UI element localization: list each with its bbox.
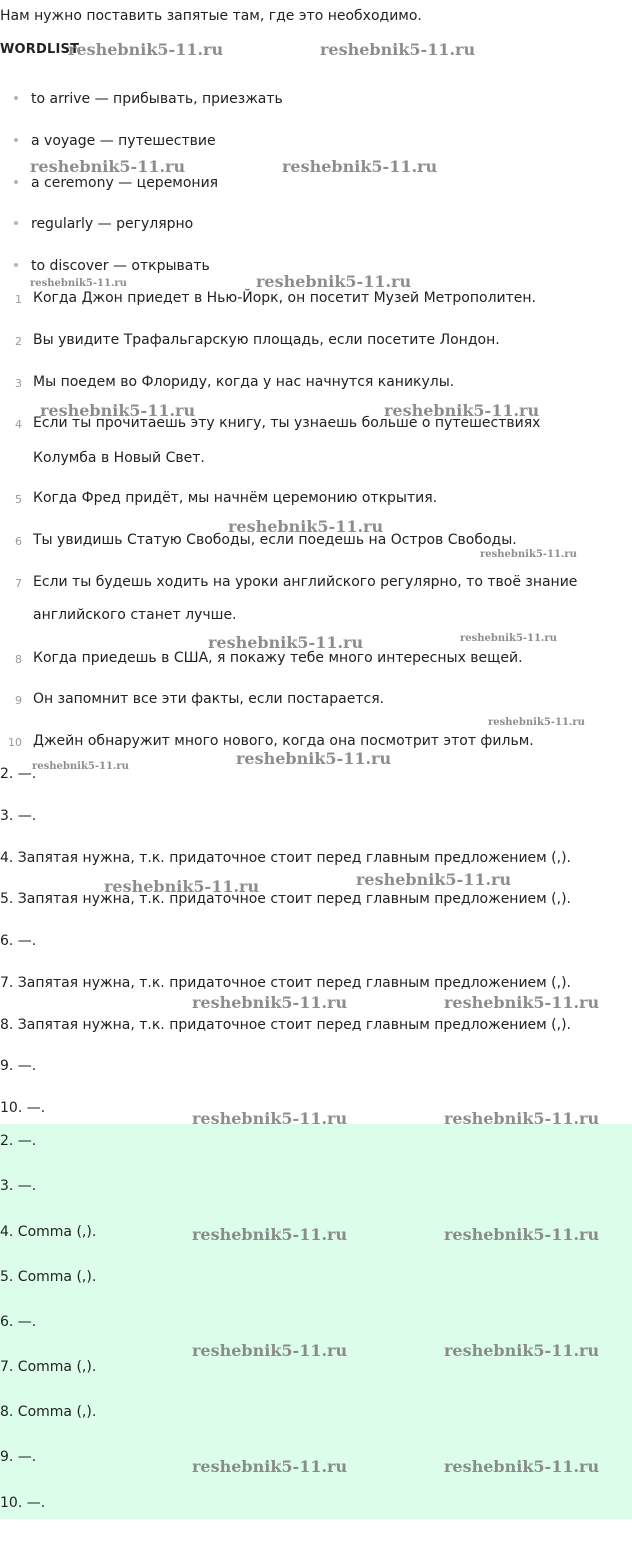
answer-en: 9. —. [0, 1449, 37, 1465]
watermark: reshebnik5-11.ru [320, 40, 476, 59]
bullet-icon [14, 138, 18, 142]
watermark: reshebnik5-11.ru [192, 1225, 348, 1244]
watermark: reshebnik5-11.ru [256, 272, 412, 291]
answer-en: 5. Comma (,). [0, 1269, 97, 1285]
sentence-text-continued: английского станет лучше. [33, 607, 237, 623]
wordlist-item: regularly — регулярно [14, 216, 193, 232]
watermark: reshebnik5-11.ru [192, 993, 348, 1012]
sentence-text: Когда Джон приедет в Нью-Йорк, он посетит Музей Метрополитен. [33, 290, 537, 306]
bullet-icon [14, 180, 18, 184]
watermark: reshebnik5-11.ru [30, 278, 127, 289]
watermark: reshebnik5-11.ru [68, 40, 224, 59]
bullet-icon [14, 221, 18, 225]
sentence-number: 2 [15, 335, 22, 348]
bullet-icon [14, 96, 18, 100]
sentence-text: Он запомнит все эти факты, если постарается. [33, 691, 385, 707]
sentence-number: 9 [15, 694, 22, 707]
wordlist-item: to arrive — прибывать, приезжать [14, 91, 283, 107]
watermark: reshebnik5-11.ru [32, 761, 129, 772]
answer-ru: 3. —. [0, 808, 37, 824]
sentence-text: Если ты будешь ходить на уроки английского регулярно, то твоё знание [33, 574, 578, 590]
watermark: reshebnik5-11.ru [40, 401, 196, 420]
answer-ru: 5. Запятая нужна, т.к. придаточное стоит перед главным предложением (,). [0, 891, 572, 907]
sentence-text: Джейн обнаружит много нового, когда она посмотрит этот фильм. [33, 733, 534, 749]
sentence-text: Ты увидишь Статую Свободы, если поедешь на Остров Свободы. [33, 532, 517, 548]
watermark: reshebnik5-11.ru [444, 1225, 600, 1244]
answer-ru: 9. —. [0, 1058, 37, 1074]
watermark: reshebnik5-11.ru [444, 1457, 600, 1476]
sentence-text-continued: Колумба в Новый Свет. [33, 450, 205, 466]
watermark: reshebnik5-11.ru [356, 870, 512, 889]
wordlist-item: a voyage — путешествие [14, 133, 216, 149]
watermark: reshebnik5-11.ru [192, 1341, 348, 1360]
watermark: reshebnik5-11.ru [444, 993, 600, 1012]
sentence-number: 4 [15, 418, 22, 431]
watermark: reshebnik5-11.ru [384, 401, 540, 420]
answer-en: 3. —. [0, 1178, 37, 1194]
answer-ru: 7. Запятая нужна, т.к. придаточное стоит перед главным предложением (,). [0, 975, 572, 991]
watermark: reshebnik5-11.ru [192, 1109, 348, 1128]
watermark: reshebnik5-11.ru [30, 157, 186, 176]
watermark: reshebnik5-11.ru [488, 717, 585, 728]
sentence-text: Вы увидите Трафальгарскую площадь, если посетите Лондон. [33, 332, 500, 348]
watermark: reshebnik5-11.ru [104, 877, 260, 896]
watermark: reshebnik5-11.ru [460, 633, 557, 644]
watermark: reshebnik5-11.ru [444, 1109, 600, 1128]
watermark: reshebnik5-11.ru [208, 633, 364, 652]
sentence-text: Когда приедешь в США, я покажу тебе много интересных вещей. [33, 650, 523, 666]
sentence-number: 5 [15, 493, 22, 506]
answer-en: 10. —. [0, 1495, 46, 1511]
watermark: reshebnik5-11.ru [236, 749, 392, 768]
wordlist-item: a ceremony — церемония [14, 175, 218, 191]
watermark: reshebnik5-11.ru [282, 157, 438, 176]
sentence-number: 1 [15, 293, 22, 306]
sentence-number: 6 [15, 535, 22, 548]
wordlist-title: WORDLIST [0, 42, 80, 57]
bullet-icon [14, 263, 18, 267]
sentence-text: Если ты прочитаешь эту книгу, ты узнаешь больше о путешествиях [33, 415, 541, 431]
watermark: reshebnik5-11.ru [444, 1341, 600, 1360]
intro-text: Нам нужно поставить запятые там, где это необходимо. [0, 8, 422, 24]
answer-ru: 6. —. [0, 933, 37, 949]
wordlist-item: to discover — открывать [14, 258, 210, 274]
answer-en: 7. Comma (,). [0, 1359, 97, 1375]
answer-ru: 10. —. [0, 1100, 46, 1116]
answer-ru: 2. —. [0, 766, 37, 782]
sentence-number: 3 [15, 377, 22, 390]
answer-en: 4. Comma (,). [0, 1224, 97, 1240]
sentence-text: Мы поедем во Флориду, когда у нас начнутся каникулы. [33, 374, 455, 390]
watermark: reshebnik5-11.ru [480, 549, 577, 560]
sentence-text: Когда Фред придёт, мы начнём церемонию открытия. [33, 490, 438, 506]
sentence-number: 7 [15, 577, 22, 590]
sentence-number: 10 [8, 736, 22, 749]
watermark: reshebnik5-11.ru [192, 1457, 348, 1476]
answer-ru: 4. Запятая нужна, т.к. придаточное стоит перед главным предложением (,). [0, 850, 572, 866]
sentence-number: 8 [15, 653, 22, 666]
watermark: reshebnik5-11.ru [228, 517, 384, 536]
answer-ru: 8. Запятая нужна, т.к. придаточное стоит перед главным предложением (,). [0, 1017, 572, 1033]
answer-en: 8. Comma (,). [0, 1404, 97, 1420]
answer-en: 6. —. [0, 1314, 37, 1330]
answer-en: 2. —. [0, 1133, 37, 1149]
